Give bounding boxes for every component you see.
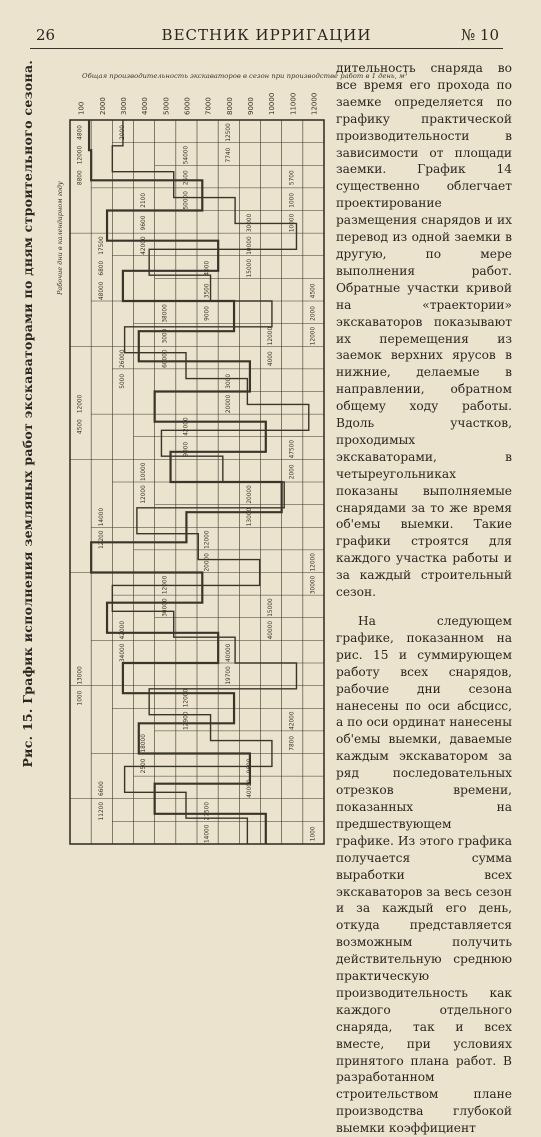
paragraph-continued: дительность снаряда во все время его прохода по заемке определяется по графику практической производительности в зависимости от площади заемки. График 14 существенно облегчает проектирование размещения снарядов и их перевод из одной заемки в другую, по мере выполнения работ. Обратные участки кривой на «траектории» экскаваторов показывают их перемещения из заемок верхних ярусов в нижние, делаемые в направлении, обратном общему ходу работы. Вдоль участков, проходимых экскаваторами, в четыреугольниках показаны выполняемые снарядами за то же время об'емы выемки. Такие графики строятся для каждого участка работы и за каждый строительный сезон. bbox=[336, 61, 512, 600]
page-header bbox=[30, 22, 503, 49]
figure-15-chart bbox=[52, 60, 408, 850]
cell-value: 12000 bbox=[77, 394, 84, 414]
cell-value: 2500 bbox=[183, 170, 190, 186]
issue-number: № 10 bbox=[460, 26, 499, 44]
cell-value: 20000 bbox=[246, 485, 253, 504]
cell-value: 20000 bbox=[204, 553, 211, 572]
cell-value: 13000 bbox=[246, 507, 253, 527]
cell-value: 17500 bbox=[98, 236, 105, 255]
cell-value: 12000 bbox=[268, 326, 275, 346]
text-column bbox=[336, 60, 512, 1137]
cell-value: 38000 bbox=[162, 304, 169, 323]
cell-value: 15000 bbox=[268, 598, 275, 617]
top-tick-label: 8000 bbox=[225, 97, 234, 115]
cell-value: 1000 bbox=[77, 690, 84, 706]
top-tick-label: 100 bbox=[77, 101, 86, 115]
cell-value: 3000 bbox=[225, 373, 232, 389]
cell-value: 18000 bbox=[141, 734, 148, 753]
cell-value: 12200 bbox=[98, 530, 105, 549]
cell-value: 3500 bbox=[204, 283, 211, 299]
cell-value: 5000 bbox=[119, 373, 126, 389]
cell-value: 6600 bbox=[98, 781, 105, 796]
cell-value: 12000 bbox=[183, 688, 190, 708]
cell-value: 54000 bbox=[183, 145, 190, 165]
cell-value: 42000 bbox=[289, 711, 296, 730]
top-tick-label: 3000 bbox=[119, 97, 128, 115]
cell-value: 4800 bbox=[77, 125, 84, 140]
cell-value: 11200 bbox=[98, 801, 105, 821]
top-tick-label: 9000 bbox=[246, 97, 255, 115]
cell-value: 50000 bbox=[183, 191, 190, 210]
cell-value: 4500 bbox=[77, 419, 84, 434]
cell-value: 48000 bbox=[98, 281, 105, 301]
cell-value: 9600 bbox=[246, 758, 253, 774]
cell-value: 12900 bbox=[183, 711, 190, 730]
cell-value: 4500 bbox=[310, 283, 317, 299]
cell-value: 42000 bbox=[183, 417, 190, 436]
cell-value: 10000 bbox=[289, 213, 296, 233]
cell-value: 9600 bbox=[141, 215, 148, 231]
cell-value: 40000 bbox=[268, 620, 275, 640]
cell-value: 12000 bbox=[141, 485, 148, 504]
cell-value: 9000 bbox=[204, 306, 211, 321]
cell-value: 34000 bbox=[119, 643, 126, 663]
cell-value: 30000 bbox=[246, 213, 253, 233]
side-axis-label: Рабочие дни в календарном году bbox=[56, 181, 64, 295]
cell-value: 47500 bbox=[289, 439, 296, 459]
top-tick-label: 11000 bbox=[289, 92, 298, 115]
cell-value: 1000 bbox=[289, 192, 296, 208]
cell-value: 5700 bbox=[289, 170, 296, 186]
figure-caption: Рис. 15. График исполнения земляных работ экскаваторами по дням строительного сезона. bbox=[20, 60, 35, 768]
top-tick-label: 4000 bbox=[141, 97, 150, 115]
cell-value: 8800 bbox=[77, 170, 84, 186]
top-axis-label: Общая производительность экскаваторов в сезон при производстве работ в 1 день, м³ bbox=[82, 72, 408, 80]
cell-value: 14000 bbox=[98, 507, 105, 527]
cell-value: 4000 bbox=[268, 351, 275, 367]
cell-value: 15000 bbox=[246, 258, 253, 278]
chart-svg bbox=[52, 60, 408, 850]
cell-value: 2000 bbox=[310, 306, 317, 321]
cell-value: 2500 bbox=[141, 758, 148, 774]
cell-value: 12000 bbox=[162, 575, 169, 595]
top-tick-label: 2000 bbox=[98, 97, 107, 115]
journal-title: ВЕСТНИК ИРРИГАЦИИ bbox=[161, 26, 372, 44]
cell-value: 40000 bbox=[246, 779, 253, 798]
cell-value: 2000 bbox=[119, 125, 126, 140]
cell-value: 14000 bbox=[204, 824, 211, 844]
figure-caption-container bbox=[20, 60, 44, 850]
cell-value: 13000 bbox=[77, 666, 84, 685]
cell-value: 7800 bbox=[289, 735, 296, 751]
cell-value: 6800 bbox=[98, 260, 105, 276]
top-tick-label: 7000 bbox=[204, 97, 213, 115]
cell-value: 9000 bbox=[183, 441, 190, 457]
cell-value: 20000 bbox=[225, 394, 232, 414]
cell-value: 26000 bbox=[119, 349, 126, 368]
cell-value: 7740 bbox=[225, 147, 232, 163]
cell-value: 3000 bbox=[162, 328, 169, 344]
cell-value: 42000 bbox=[119, 620, 126, 640]
paragraph-figure-15: На следующем графике, показанном на рис. 15 и суммирующем работу всех снарядов, рабочие дни сезона нанесены по оси абсцисс, а по оси ординат нанесены об'емы выемки, даваемые каждым экскаватором за ряд последовательных отрезков времени, показанных на предшествующем графике. Из этого графика получается сумма выработки всех экскаваторов за весь сезон и за каждый его день, откуда представляется возможным получить действительную среднюю практическую производительность как каждого отдельного снаряда, так и всех вместе, при условиях принятого плана работ. В разработанном строительством плане производства глубокой выемки коэффициент bbox=[336, 614, 512, 1136]
top-tick-label: 12000 bbox=[310, 92, 319, 115]
cell-value: 12500 bbox=[225, 123, 232, 142]
cell-value: 27500 bbox=[204, 801, 211, 821]
cell-value: 30000 bbox=[162, 598, 169, 617]
cell-value: 12000 bbox=[77, 145, 84, 165]
cell-value: 1000 bbox=[310, 826, 317, 842]
cell-value: 40000 bbox=[225, 643, 232, 663]
cell-value: 2000 bbox=[289, 464, 296, 480]
cell-value: 12000 bbox=[310, 326, 317, 346]
page-number: 26 bbox=[36, 26, 56, 44]
cell-value: 12000 bbox=[204, 530, 211, 549]
top-tick-label: 6000 bbox=[183, 97, 192, 115]
cell-value: 19700 bbox=[225, 666, 232, 685]
cell-value: 2100 bbox=[141, 192, 148, 208]
cell-value: 10000 bbox=[246, 236, 253, 255]
cell-value: 30000 bbox=[310, 575, 317, 595]
cell-value: 60000 bbox=[162, 349, 169, 368]
cell-value: 4000 bbox=[204, 260, 211, 276]
top-tick-label: 10000 bbox=[268, 92, 277, 115]
top-tick-label: 5000 bbox=[162, 97, 171, 115]
cell-value: 10000 bbox=[141, 462, 148, 482]
cell-value: 12000 bbox=[310, 553, 317, 572]
cell-value: 42000 bbox=[141, 236, 148, 255]
